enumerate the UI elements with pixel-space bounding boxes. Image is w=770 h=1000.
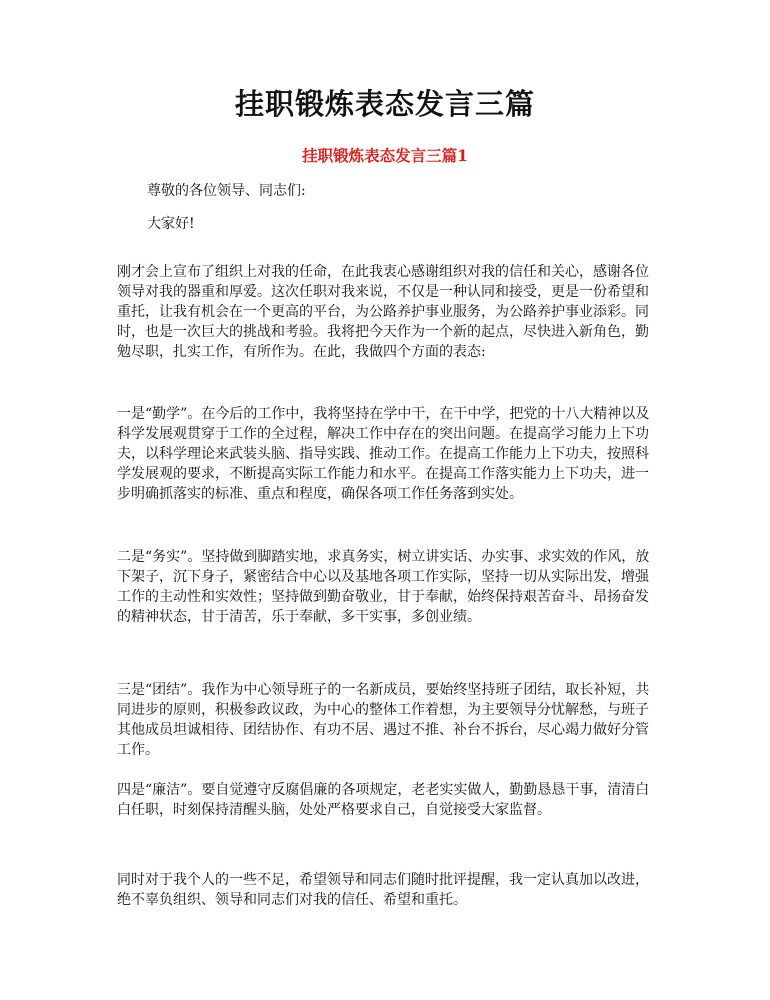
paragraph-unity: 三是“团结”。我作为中心领导班子的一名新成员，要始终坚持班子团结，取长补短，共同进步的原则，积极参政议政，为中心的整体工作着想，为主要领导分忧解愁，与班子其他成员坦诚相待、团结协作、有功不居、遇过不推、补台不拆台，尽心竭力做好分管工作。 [117,682,650,758]
paragraph-diligent-study: 一是“勤学”。在今后的工作中，我将坚持在学中干，在干中学，把党的十八大精神以及科学发展观贯穿于工作的全过程，解决工作中存在的突出问题。在提高学习能力上下功夫，以科学理论来武装头脑、指导实践、推动工作。在提高工作能力上下功夫，按照科学发展观的要求，不断提高实际工作能力和水平。在提高工作落实能力上下功夫，进一步明确抓落实的标准、重点和程度，确保各项工作任务落到实处。 [117,406,650,502]
paragraph-intro: 刚才会上宣布了组织上对我的任命，在此我衷心感谢组织对我的信任和关心，感谢各位领导对我的器重和厚爱。这次任职对我来说，不仅是一种认同和接受，更是一份希望和重托，让我有机会在一个更高的平台，为公路养护事业服务，为公路养护事业添彩。同时，也是一次巨大的挑战和考验。我将把今天作为一个新的起点，尽快进入新角色，勤勉尽职，扎实工作，有所作为。在此，我做四个方面的表态: [117,264,649,360]
paragraph-integrity: 四是“廉洁”。要自觉遵守反腐倡廉的各项规定，老老实实做人，勤勤恳恳干事，清清白白任职，时刻保持清醒头脑，处处严格要求自己，自觉接受大家监督。 [117,782,650,818]
section-subtitle: 挂职锻炼表态发言三篇1 [302,146,468,165]
paragraph-closing: 同时对于我个人的一些不足，希望领导和同志们随时批评提醒，我一定认真加以改进，绝不辜负组织、领导和同志们对我的信任、希望和重托。 [117,872,649,908]
greeting: 大家好! [147,216,195,232]
salutation: 尊敬的各位领导、同志们: [147,183,306,199]
document-title: 挂职锻炼表态发言三篇 [234,87,535,121]
paragraph-pragmatic: 二是“务实”。坚持做到脚踏实地，求真务实，树立讲实话、办实事、求实效的作风，放下架子，沉下身子，紧密结合中心以及基地各项工作实际，坚持一切从实际出发，增强工作的主动性和实效性；坚持做到勤奋敬业，甘于奉献，始终保持艰苦奋斗、昂扬奋发的精神状态，甘于清苦，乐于奉献，多干实事，多创业绩。 [117,549,650,625]
